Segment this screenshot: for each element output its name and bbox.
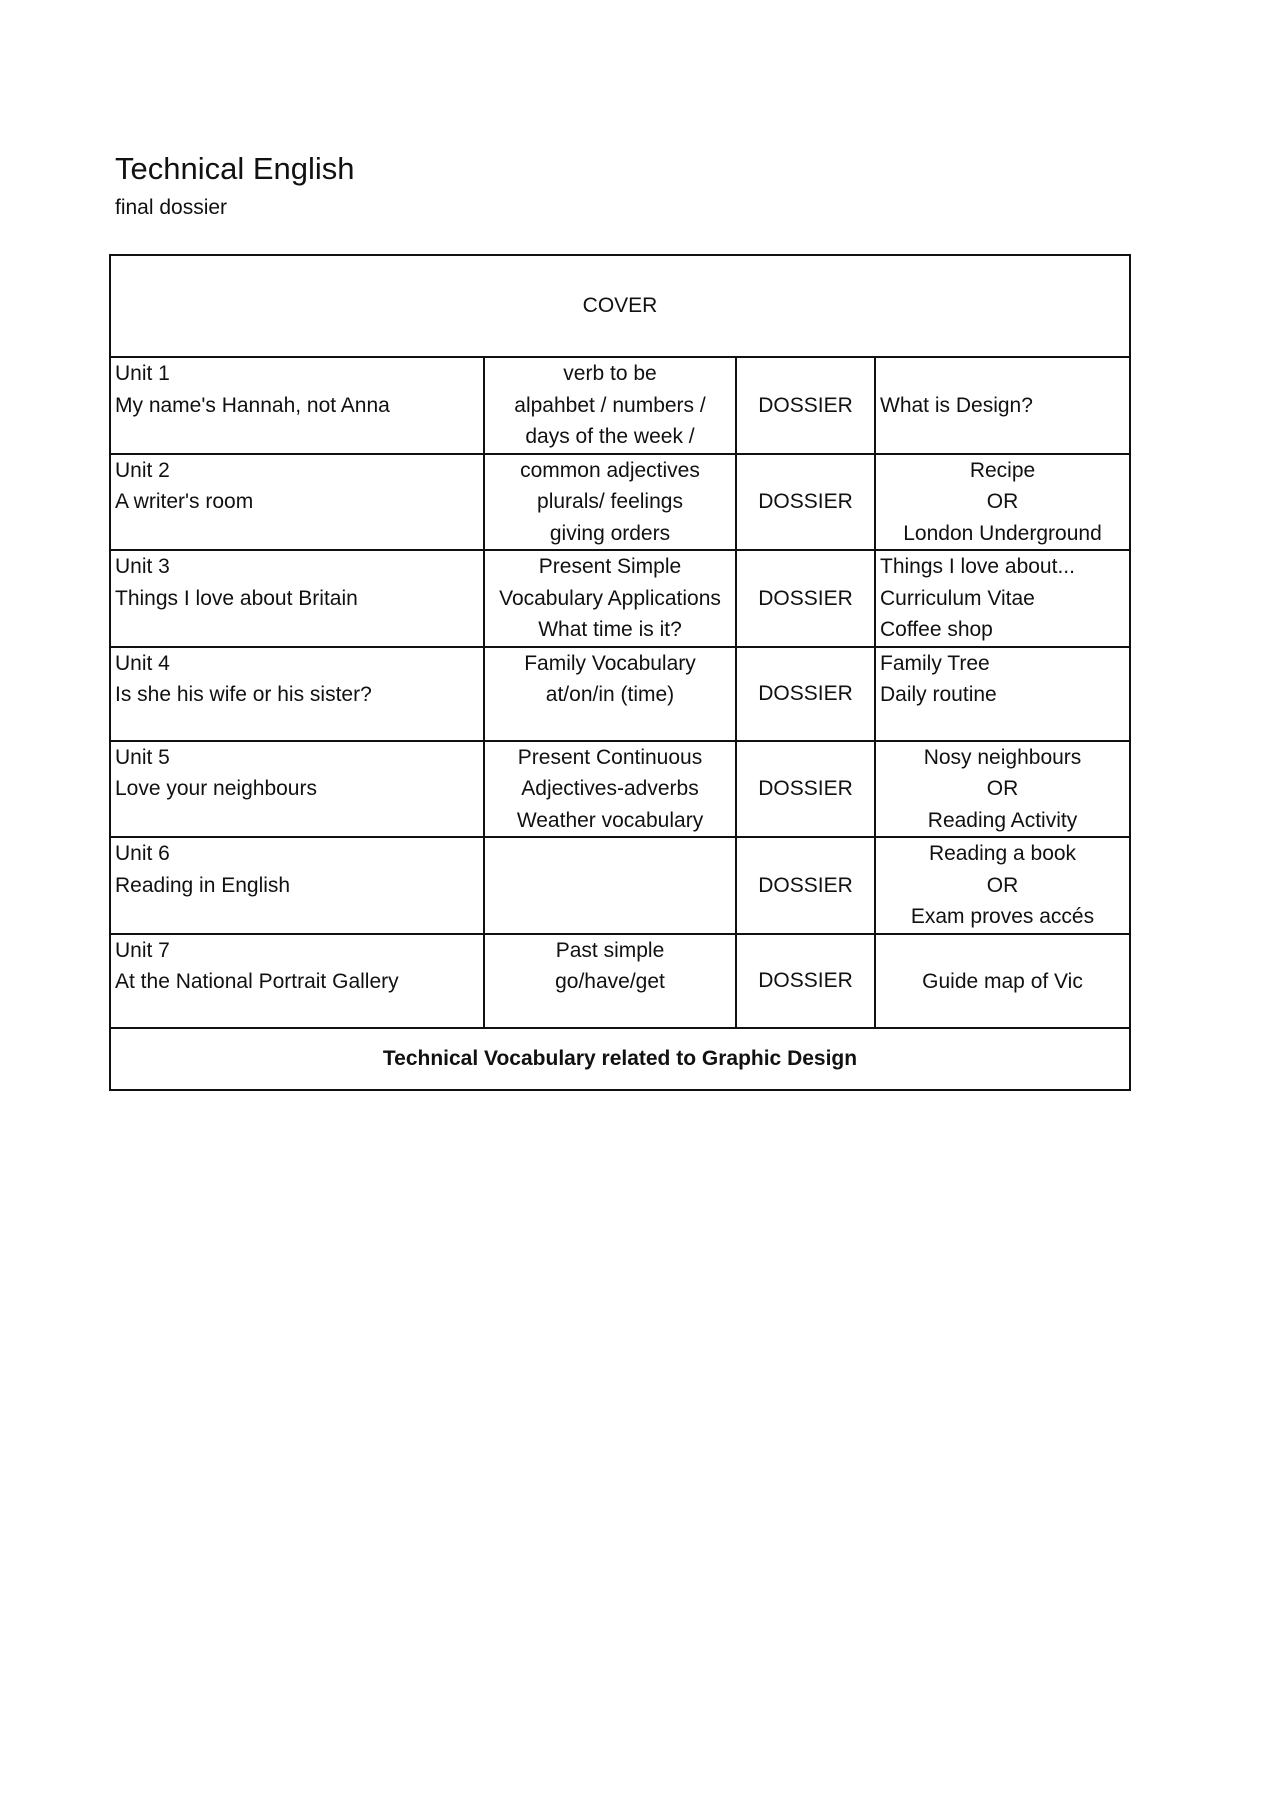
grammar-cell — [484, 454, 736, 551]
grammar-item: alpahbet / numbers / — [514, 393, 706, 417]
unit-title: My name's Hannah, not Anna — [115, 393, 390, 417]
unit-title: At the National Portrait Gallery — [115, 970, 399, 993]
grammar-item: verb to be — [563, 362, 657, 385]
project-item: OR — [986, 873, 1019, 897]
cover-cell: COVER — [110, 255, 1130, 357]
unit-title: A writer's room — [115, 490, 254, 513]
project-item: Guide map of Vic — [922, 970, 1083, 993]
unit-number: Unit 5 — [115, 745, 170, 769]
dossier-cell: DOSSIER — [736, 357, 875, 454]
project-item: Daily routine — [880, 683, 997, 706]
project-item: Exam proves accés — [910, 905, 1095, 928]
grammar-cell — [484, 647, 736, 741]
project-cell — [875, 357, 1130, 454]
project-cell — [875, 647, 1130, 741]
unit-number: Unit 3 — [115, 555, 170, 578]
unit-title: Is she his wife or his sister? — [115, 683, 372, 706]
grammar-item: giving orders — [549, 521, 671, 545]
unit-row — [110, 741, 1130, 838]
project-cell — [875, 741, 1130, 838]
dossier-cell: DOSSIER — [736, 741, 875, 838]
unit-cell — [110, 647, 484, 741]
cover-row — [110, 255, 1130, 357]
unit-cell — [110, 934, 484, 1028]
project-item: Recipe — [969, 458, 1036, 482]
technical-vocabulary-cell: Technical Vocabulary related to Graphic Design — [110, 1028, 1130, 1090]
unit-number: Unit 6 — [115, 842, 170, 865]
dossier-cell: DOSSIER — [736, 837, 875, 934]
grammar-item: Present Simple — [538, 555, 682, 578]
project-item: Family Tree — [880, 651, 990, 675]
unit-title: Love your neighbours — [115, 777, 317, 800]
project-item: OR — [986, 490, 1019, 513]
grammar-item: What time is it? — [538, 618, 682, 641]
unit-row — [110, 357, 1130, 454]
grammar-item: plurals/ feelings — [537, 490, 683, 513]
grammar-item: Vocabulary Applications — [499, 586, 721, 610]
document-title: Technical English — [115, 151, 355, 186]
unit-title: Reading in English — [115, 873, 291, 897]
project-item — [876, 358, 1129, 390]
dossier-cell: DOSSIER — [736, 934, 875, 1028]
dossier-cell: DOSSIER — [736, 454, 875, 551]
project-item: What is Design? — [880, 393, 1033, 417]
grammar-item: go/have/get — [555, 970, 665, 993]
unit-number: Unit 4 — [115, 651, 170, 675]
dossier-cell: DOSSIER — [736, 647, 875, 741]
grammar-cell — [484, 741, 736, 838]
unit-cell — [110, 837, 484, 934]
project-cell — [875, 454, 1130, 551]
project-item: Reading Activity — [927, 808, 1078, 832]
project-cell — [875, 934, 1130, 1028]
project-item: Things I love about... — [880, 555, 1075, 578]
unit-cell — [110, 550, 484, 647]
document-subtitle: final dossier — [115, 196, 228, 219]
project-item: Reading a book — [928, 842, 1077, 865]
project-item: Coffee shop — [880, 618, 993, 641]
grammar-item: Weather vocabulary — [516, 808, 704, 832]
project-cell — [875, 837, 1130, 934]
grammar-item: Past simple — [555, 938, 665, 962]
unit-row — [110, 934, 1130, 1028]
unit-row — [110, 647, 1130, 741]
grammar-item: common adjectives — [520, 458, 700, 482]
grammar-item: Adjectives-adverbs — [521, 777, 699, 800]
grammar-cell — [484, 550, 736, 647]
course-plan-table — [109, 254, 1131, 1091]
project-item: Curriculum Vitae — [880, 586, 1035, 610]
unit-number: Unit 2 — [115, 458, 170, 482]
grammar-item: Family Vocabulary — [524, 651, 696, 675]
footer-row — [110, 1028, 1130, 1090]
grammar-cell — [484, 357, 736, 454]
project-item — [876, 935, 1129, 967]
unit-row — [110, 837, 1130, 934]
unit-number: Unit 1 — [115, 362, 170, 385]
unit-row — [110, 454, 1130, 551]
grammar-item: Present Continuous — [517, 745, 703, 769]
grammar-item: at/on/in (time) — [545, 683, 675, 706]
project-item: OR — [986, 777, 1019, 800]
dossier-cell: DOSSIER — [736, 550, 875, 647]
grammar-item: days of the week / — [525, 425, 695, 448]
project-item: London Underground — [903, 521, 1102, 545]
grammar-cell — [484, 837, 736, 934]
unit-cell — [110, 741, 484, 838]
unit-cell — [110, 454, 484, 551]
project-cell — [875, 550, 1130, 647]
unit-row — [110, 550, 1130, 647]
unit-title: Things I love about Britain — [115, 586, 358, 610]
grammar-cell — [484, 934, 736, 1028]
unit-number: Unit 7 — [115, 938, 170, 962]
unit-cell — [110, 357, 484, 454]
project-item: Nosy neighbours — [923, 745, 1082, 769]
